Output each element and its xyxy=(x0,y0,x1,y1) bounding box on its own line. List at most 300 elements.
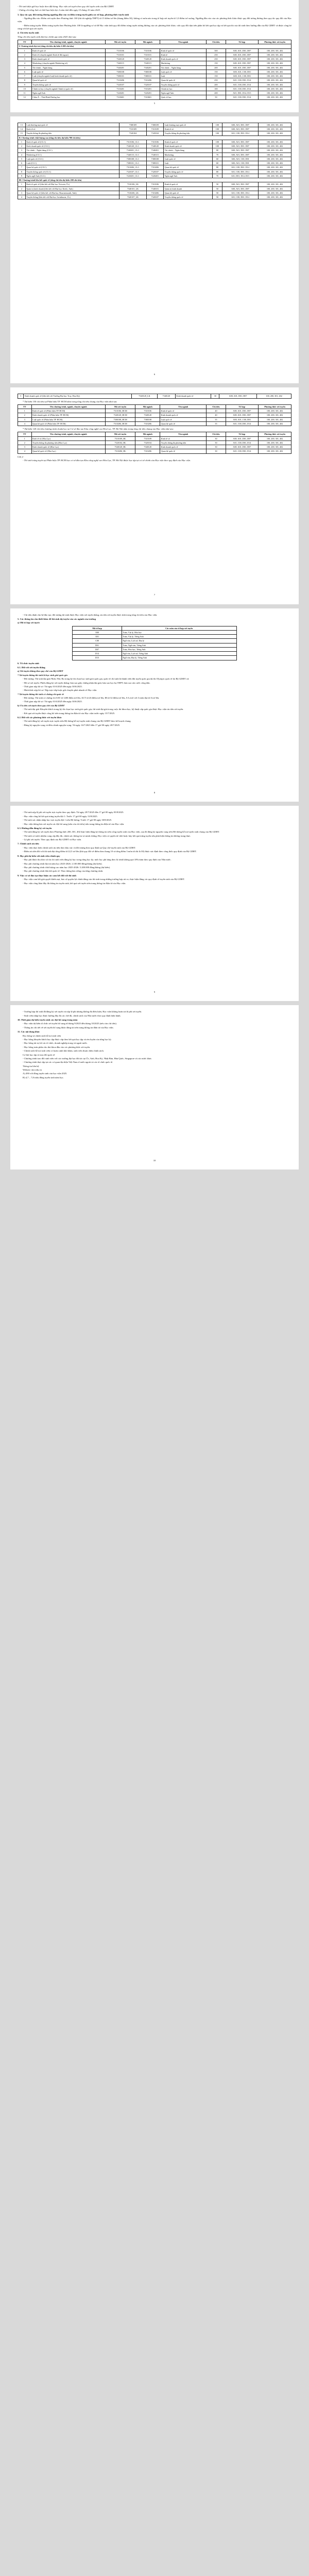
column-header: Chỉ tiêu xyxy=(207,432,226,436)
table-cell: 7310109_HL xyxy=(105,436,135,440)
column-header: Phương thức xét tuyển xyxy=(259,404,291,409)
table-cell: 50 xyxy=(213,187,222,191)
table-cell: Kinh tế số xyxy=(164,127,213,131)
table-row xyxy=(18,409,291,413)
paragraph: - Học bổng tài trợ từ các tổ chức, doanh nghiệp trong và ngoài nước. xyxy=(23,1042,88,1045)
table-header-row xyxy=(73,626,236,630)
paragraph: - Học viện công bố kết quả trúng tuyển đợt 1: Trước 17 giờ 00 ngày 13/8/2025. xyxy=(23,815,98,818)
table-cell: D07 xyxy=(73,647,122,651)
document-page-4 xyxy=(10,608,299,802)
table-cell: 7340120 xyxy=(157,394,175,398)
table-cell: 100, 200, 301, 402 xyxy=(259,445,291,449)
table-cell: Quan hệ quốc tế xyxy=(31,78,105,82)
column-header: Phương thức xét tuyển xyxy=(259,432,291,436)
intro-line: - Chứng chỉ tiếng Anh có thời hạn hiệu lực 2 năm tính đến ngày 15 tháng 10 năm 2025. xyxy=(18,9,100,12)
table-cell: 250 xyxy=(207,53,226,57)
table-cell: 100, 200, 301, 402 xyxy=(259,182,291,187)
table-cell: 2 xyxy=(18,413,32,417)
table-cell: 7310106 xyxy=(146,182,164,187)
table-cell: A01, C00, D01, D14 xyxy=(226,87,259,91)
table-cell: A01, C00, D01, D14 xyxy=(226,421,259,426)
table-cell: 7380101 xyxy=(146,161,164,165)
table-cell: 7340120_HL xyxy=(105,445,135,449)
table-cell: 100, 200, 301, 402 xyxy=(259,191,291,195)
table-cell: Truyền thông quốc tế xyxy=(160,82,207,87)
table-cell: A01, C00, D01, D14 xyxy=(222,170,258,174)
section-heading: 6.2. Đối với các phương thức xét tuyển khác xyxy=(18,716,62,719)
paragraph: * Xét tuyển thẳng thí sinh là học sinh giỏi quốc gia xyxy=(18,673,67,676)
table-cell: 100 xyxy=(213,131,222,135)
table-cell: 7310206 xyxy=(146,191,164,195)
table-cell: 100, 200, 301, 402 xyxy=(259,70,291,74)
table-cell: Kinh tế số (Hòa Lạc) xyxy=(31,436,105,440)
table-cell: Quan hệ quốc tế xyxy=(164,191,213,195)
table-cell: Tài chính – Ngân hàng xyxy=(164,148,213,152)
table-cell: A00, A01, D01, D07 xyxy=(226,53,259,57)
table-cell: Truyền thông đa phương tiện xyxy=(164,131,213,135)
table-cell: Luật quốc tế xyxy=(31,70,105,74)
table-cell: Truyền thông quốc tế xyxy=(164,170,213,174)
table-cell: 7340101_LK xyxy=(119,187,146,191)
document-page-1 xyxy=(10,0,299,112)
subject-combination-table xyxy=(72,626,236,660)
table-cell: 7340101 xyxy=(146,187,164,191)
table-row xyxy=(18,449,291,453)
table-cell: A01, C00, D01, D14 xyxy=(226,440,259,445)
table-cell: Kinh doanh quốc tế (CLC) xyxy=(25,144,119,148)
table-cell: Quan hệ quốc tế xyxy=(160,78,207,82)
section-heading: 3. Quy tắc quy đổi tương đương ngưỡng đầu vào và điểm trúng tuyển giữa các tổ hợp, phương thức tuyển sinh xyxy=(18,13,129,16)
table-cell: 5 xyxy=(18,157,26,161)
table-row xyxy=(18,95,291,99)
table-cell: Toán, Ngữ văn, Tiếng Anh xyxy=(122,643,236,647)
column-header: TT xyxy=(18,40,32,44)
table-cell: A01, C00, D01, D14 xyxy=(226,95,259,99)
table-cell: 7220201 xyxy=(135,91,160,95)
table-header-row xyxy=(18,40,291,44)
table-cell: A00, A01, D01, D07 xyxy=(226,436,259,440)
table-cell: Quan hệ quốc tế xyxy=(164,165,213,170)
table-cell: 7310206_HL xyxy=(105,449,135,453)
table-cell: 250 xyxy=(207,78,226,82)
column-header: Mã tổ hợp xyxy=(73,626,122,630)
column-header: Mã xét tuyển xyxy=(105,40,135,44)
paragraph: Tổng chỉ tiêu tuyển sinh đại học chính quy năm 2025 như sau: xyxy=(18,35,77,38)
table-cell: 1 xyxy=(18,409,32,413)
table-cell: Quan hệ quốc tế xyxy=(160,421,207,426)
table-cell: 7310101 xyxy=(135,53,160,57)
table-cell: 7320107 xyxy=(105,82,135,87)
document-page-2 xyxy=(10,116,299,384)
table-row xyxy=(18,57,291,61)
table-cell: 7380101 xyxy=(135,74,160,78)
paragraph: Thông tin liên hệ xyxy=(23,1064,39,1067)
table-cell: 35 xyxy=(207,417,226,421)
table-cell: 70 xyxy=(213,152,222,157)
table-row xyxy=(18,195,291,199)
quota-table-continued xyxy=(18,123,291,200)
table-cell: Toán, Hóa học, Tiếng Anh xyxy=(122,647,236,651)
table-cell: 7310106 xyxy=(135,48,160,53)
table-cell: Marketing (CLC) xyxy=(25,152,119,157)
page-number: 6 xyxy=(153,373,156,376)
paragraph: A) 490 với đồng tuyển sinh của học viện 2025. xyxy=(23,1072,67,1075)
group-label: II. Chương trình chất lượng cao (tổng chỉ tiêu dự kiến 700 chỉ tiêu) xyxy=(18,135,291,140)
table-cell: 2 xyxy=(18,187,26,191)
table-cell: 6 xyxy=(18,161,26,165)
table-cell: 60 xyxy=(213,161,222,165)
table-cell: Luật quốc tế xyxy=(160,417,207,421)
table-cell: 80 xyxy=(213,170,222,174)
table-cell: 150 xyxy=(207,61,226,65)
column-header: Tên chương trình, ngành, chuyên ngành xyxy=(31,40,105,44)
table-cell: 8 xyxy=(18,170,26,174)
table-cell: Kinh tế quốc tế xyxy=(31,48,105,53)
table-cell: 200 xyxy=(207,65,226,70)
table-cell: A01 xyxy=(73,635,122,639)
page-number: 9 xyxy=(153,991,156,993)
page-number: 10 xyxy=(153,1159,156,1162)
table-cell: Quan hệ quốc tế (CLC) xyxy=(25,165,119,170)
table-cell: A00, A01, D01, D07 xyxy=(222,148,258,152)
table-cell: Toán, Vật lý, Hóa học xyxy=(122,630,236,634)
table-cell: Ngữ văn, Địa lý, Tiếng Anh xyxy=(122,656,236,660)
table-header-row xyxy=(18,404,291,409)
paragraph: - Học viện thông báo xét tuyển các đợt bổ sung (nếu còn chỉ tiêu) trên trang thông tin điện tử của Học viện. xyxy=(23,822,125,825)
table-cell: A00, A01, D01, D07 xyxy=(222,152,258,157)
table-cell: A00, A01, D01, D07 xyxy=(222,127,258,131)
table-cell: 7320107 xyxy=(146,195,164,199)
table-cell: Quan hệ quốc tế xyxy=(160,449,207,453)
table-cell: Luật (CLC) xyxy=(25,161,119,165)
table-cell: 7340201 xyxy=(135,65,160,70)
table-cell: Quản trị kinh doanh (liên kết với Đại học Keele, Anh) xyxy=(25,187,119,191)
table-cell: Luật thương mại quốc tế xyxy=(25,123,119,127)
table-cell: Luật xyxy=(164,161,213,165)
table-cell: 7310206_HCM xyxy=(105,421,135,426)
paragraph: - Chương trình thực tập tại các cơ quan đại diện Việt Nam ở nước ngoài và các tổ chức quốc tế. xyxy=(23,1061,113,1064)
table-cell: 7380101_CLC xyxy=(119,161,146,165)
table-cell: Truyền thông quốc tế xyxy=(164,195,213,199)
table-cell: 70 xyxy=(213,174,222,178)
table-cell: A00, A01, D01, D07 xyxy=(226,413,259,417)
table-cell: 100, 200, 301, 402 xyxy=(259,161,291,165)
group-label: I. Chương trình đại trà (tổng chỉ tiêu dự kiến 2.200 chỉ tiêu) xyxy=(18,44,291,48)
table-cell: 150 xyxy=(207,74,226,78)
table-cell: 7320104 xyxy=(119,131,146,135)
table-cell: 7310106 xyxy=(105,48,135,53)
table-cell: A00, A01, D01, D07 xyxy=(226,48,259,53)
table-cell: 14 xyxy=(18,127,26,131)
paragraph: - Chính sách hỗ trợ sinh viên có hoàn cảnh khó khăn, sinh viên thuộc diện chính sách. xyxy=(23,1049,104,1053)
page-number: 5 xyxy=(153,101,156,105)
table-cell: Kinh doanh quốc tế xyxy=(160,413,207,417)
column-header: TT xyxy=(18,432,32,436)
table-cell: 100, 200, 301, 402 xyxy=(259,65,291,70)
column-header: Chỉ tiêu xyxy=(207,404,226,409)
table-cell: Kinh tế quốc tế (Phân hiệu TP. HCM) xyxy=(31,409,105,413)
table-cell: A00, A01, D01, D07 xyxy=(222,140,258,144)
table-row xyxy=(18,65,291,70)
table-row xyxy=(18,445,291,449)
table-cell: A01, C00, D01, D14 xyxy=(222,191,258,195)
table-cell: 30 xyxy=(207,440,226,445)
table-cell: A01, C00, D01, D14 xyxy=(222,195,258,199)
page-blank-area xyxy=(18,463,291,591)
table-cell: Marketing xyxy=(160,61,207,65)
table-cell: Marketing xyxy=(164,152,213,157)
table-cell: Kinh doanh quốc tế xyxy=(160,57,207,61)
document-page-5 xyxy=(10,806,299,1001)
paragraph: - Điểm trúng tuyển: Điểm trúng tuyển theo Phương thức 100 là ngưỡng cơ sở để Học viện tính quy đổi điểm trúng tuyển tương đương của các phương thức khác; việc quy đổi dựa trên phân bố kết quả học tập và kết quả thi của thí sinh theo hướng dẫn của Bộ GDĐT và được công bố cùng với kết quả xét tuyển. xyxy=(18,24,291,30)
hcm-branch-table xyxy=(18,404,291,426)
table-cell: 9 xyxy=(18,82,32,87)
table-cell: 4 xyxy=(18,61,32,65)
table-cell: Luật quốc tế (CLC) xyxy=(25,157,119,161)
paragraph: - Học viện dự kiến tổ chức xét tuyển bổ sung từ tháng 9/2025 đến tháng 10/2025 (nếu còn chỉ tiêu). xyxy=(23,1022,117,1025)
intro-line: - Thí sinh diện gửi học hoặc theo đặt hàng: Học viện xét tuyển theo quy chế tuyển sinh của Bộ GDĐT. xyxy=(18,5,114,8)
paragraph: - Học phí được thu theo số tín chỉ sinh viên đăng ký học trong từng học kỳ; mức học phí tăng theo lộ trình không quá 10%/năm theo quy định của Nhà nước. xyxy=(23,858,171,861)
column-header: Phương thức xét tuyển xyxy=(259,40,291,44)
paragraph: - Đăng ký nguyện vọng và điều chỉnh nguyện vọng: Từ ngày 16/7/2025 đến 17 giờ 00 ngày 28/7/2025. xyxy=(23,723,121,726)
table-cell: 2 xyxy=(18,440,32,445)
column-header: Mã xét tuyển xyxy=(105,432,135,436)
table-cell: 100, 200, 301, 402 xyxy=(259,174,291,178)
table-cell: A01, C00, D01, D14 xyxy=(226,449,259,453)
table-group-row xyxy=(18,178,291,182)
table-cell: A00, A01, C00, D01 xyxy=(226,74,259,78)
table-cell: Kinh tế số xyxy=(160,436,207,440)
paragraph: - Hình thức nộp hồ sơ: Nộp trực tiếp hoặc gửi chuyển phát nhanh về Học viện. xyxy=(23,689,97,692)
table-cell: A01, C00, D01, D14 xyxy=(222,131,258,135)
table-cell: A00, A01, D01, D07 xyxy=(222,182,258,187)
table-cell: 4 xyxy=(18,152,26,157)
table-cell: A01, C00, D01, D14 xyxy=(226,82,259,87)
table-group-row xyxy=(18,44,291,48)
table-cell: Tài chính – Ngân hàng xyxy=(31,65,105,70)
table-cell: 7340201_CLC xyxy=(119,148,146,152)
table-row xyxy=(18,440,291,445)
table-cell: 7380108 xyxy=(135,417,160,421)
page-blank-area xyxy=(18,201,291,371)
table-cell: 100, 200, 301, 402 xyxy=(259,413,291,417)
paragraph: - Học phí chương trình liên kết quốc tế: Theo thông báo riêng của từng chương trình. xyxy=(23,870,104,873)
table-cell: 7310206 xyxy=(135,421,160,426)
section-heading: 11. Các nội dung khác xyxy=(18,1030,40,1033)
section-heading: 6. Tổ chức tuyển sinh xyxy=(18,662,39,665)
table-cell: 7340120 xyxy=(135,445,160,449)
section-heading: 8. Học phí dự kiến với sinh viên chính quy xyxy=(18,854,60,857)
table-row xyxy=(73,630,236,634)
table-cell: A00, A01, D01, D07 xyxy=(226,409,259,413)
paragraph: - Trường hợp thí sinh đã đăng ký xét tuyển và nộp lệ phí nhưng không đủ điều kiện, Học viện không hoàn trả lệ phí xét tuyển. xyxy=(23,1010,142,1013)
table-cell: Kinh doanh quốc tế (liên kết với Trường Đại học Troy, Hoa Kỳ) xyxy=(24,394,132,398)
table-cell: A00, A01, C00, D01 xyxy=(222,161,258,165)
paragraph: - Thí sinh có trách nhiệm cung cấp đầy đủ, chính xác thông tin và minh chứng; Học viện có quyền từ chối hoặc hủy kết quả trúng tuyển nếu phát hiện thông tin không trung thực. xyxy=(23,834,191,837)
table-cell: 300 xyxy=(207,48,226,53)
table-cell: 7340115_CLC xyxy=(119,152,146,157)
table-cell: 100, 200, 301, 402 xyxy=(259,48,291,53)
table-row xyxy=(18,70,291,74)
table-row xyxy=(18,82,291,87)
column-header: Tên chương trình, ngành, chuyên ngành xyxy=(31,404,105,409)
table-cell: 7320107_LK xyxy=(119,195,146,199)
table-cell: 7380109 xyxy=(146,123,164,127)
table-cell: Kinh doanh quốc tế xyxy=(164,144,213,148)
table-cell: 7310109 xyxy=(146,127,164,131)
table-cell: A01, C00, D01, D14 xyxy=(226,78,259,82)
table-cell: 80 xyxy=(213,165,222,170)
table-cell: Truyền thông (liên kết với Đại học Swinburne, Úc) xyxy=(25,195,119,199)
table-cell: 7310601 xyxy=(105,95,135,99)
table-cell: 50 xyxy=(213,191,222,195)
table-cell: 7310101 xyxy=(105,53,135,57)
table-cell: A00, A01, C00, D01 xyxy=(222,157,258,161)
table-cell: 7310106_CLC xyxy=(119,140,146,144)
table-cell: Tài chính – Ngân hàng (CLC) xyxy=(25,148,119,152)
paragraph: - Sinh viên nhập học được hưởng đầy đủ các chế độ, chính sách của Nhà nước theo quy định hiện hành. xyxy=(23,1014,121,1017)
table-cell: Luật quốc tế xyxy=(160,70,207,74)
table-cell: 7340120 xyxy=(135,413,160,417)
table-row xyxy=(18,161,291,165)
table-cell: 100, 200, 301, 402 xyxy=(259,144,291,148)
table-cell: 7310109 xyxy=(119,127,146,131)
column-header: Tổ hợp xyxy=(226,40,259,44)
table-cell: 100, 200, 301, 402 xyxy=(259,157,291,161)
table-cell: 100, 200, 301, 402 xyxy=(259,87,291,91)
section-heading: 6.1. Đối với xét tuyển thẳng xyxy=(18,666,45,669)
table-cell: 100, 200, 301, 402 xyxy=(259,417,291,421)
table-row xyxy=(18,131,291,135)
table-cell: 7340120 xyxy=(146,144,164,148)
table-cell: 11 xyxy=(18,91,32,95)
table-cell: 3 xyxy=(18,417,32,421)
table-cell: 7310201 xyxy=(135,87,160,91)
table-cell: 5 xyxy=(18,65,32,70)
table-cell: Kinh tế quốc tế xyxy=(160,48,207,53)
table-cell: 7340120_CLC xyxy=(119,144,146,148)
table-cell: 40 xyxy=(207,409,226,413)
table-cell: 7 xyxy=(18,74,32,78)
section-heading: 10. Thời gian dự kiến tuyển sinh các đợt bổ sung trong năm xyxy=(18,1018,78,1021)
paragraph: - Đối tượng: Thí sinh có chứng chỉ SAT từ 1200 điểm trở lên, ACT từ 26 điểm trở lên, IB từ 32 điểm trở lên, A-Level với 3 môn đạt từ A trở lên. xyxy=(23,697,160,700)
document-page-6 xyxy=(10,1005,299,1170)
table-cell: Kinh tế quốc tế xyxy=(164,140,213,144)
table-cell: A00, A01, D01, D07 xyxy=(222,144,258,148)
table-cell: 60 xyxy=(213,157,222,161)
paragraph: - Thí sinh xác nhận nhập học trực tuyến đợt 1 trên Hệ thống: Trước 17 giờ 00 ngày 30/8/2025. xyxy=(23,819,112,822)
table-cell: 7340120_LK xyxy=(132,394,158,398)
table-cell: 100, 200, 301, 402 xyxy=(259,436,291,440)
table-cell: 7320107 xyxy=(146,170,164,174)
paragraph: - Học viện công khai đầy đủ thông tin tuyển sinh, kết quả xét tuyển trên trang thông tin điện tử của Học viện. xyxy=(23,882,126,885)
table-row xyxy=(18,174,291,178)
table-cell: A01, D01, D14, D15 xyxy=(222,174,258,178)
section-body xyxy=(18,811,291,885)
paragraph: - Thí sinh đăng ký xét tuyển trực tuyến trên Hệ thống hỗ trợ tuyển sinh chung của Bộ GDĐT theo kế hoạch chung. xyxy=(23,720,131,723)
table-cell: 4 xyxy=(18,195,26,199)
table-cell: Luật xyxy=(160,74,207,78)
table-cell: 100, 200, 301, 402 xyxy=(259,449,291,453)
section-body xyxy=(18,666,291,727)
page-number: 8 xyxy=(153,791,156,794)
table-cell: 30 xyxy=(207,436,226,440)
paragraph: - Học phí chương trình đại trà năm học 2025-2026: 2.100.000 đồng/tháng (dự kiến). xyxy=(23,862,102,865)
paragraph: - Lệ phí xét tuyển: Theo quy định của Bộ GDĐT và Học viện. xyxy=(23,838,82,841)
table-cell: 100 xyxy=(207,87,226,91)
table-cell: 4 xyxy=(18,449,32,453)
table-cell: 100, 200, 301, 402 xyxy=(259,74,291,78)
table-cell: A01, C00, D01, D14 xyxy=(222,165,258,170)
table-cell: 100 xyxy=(213,140,222,144)
table-cell: 100, 200, 301, 402 xyxy=(259,152,291,157)
note-paragraph: * Dự kiến 150 chỉ tiêu tại Phân hiệu TP. HCM nằm trong tổng chỉ tiêu chung của Học viện như sau: xyxy=(23,400,117,403)
table-cell: 7310601 xyxy=(135,95,160,99)
table-row xyxy=(18,148,291,152)
table-cell: 3 xyxy=(18,445,32,449)
table-cell: Kinh doanh quốc tế (Phân hiệu TP. HCM) xyxy=(31,413,105,417)
table-cell: Truyền thông quốc tế (CLC) xyxy=(25,170,119,174)
table-cell: Tài chính – Ngân hàng xyxy=(160,65,207,70)
table-cell: 7310206_LK xyxy=(119,191,146,195)
note-paragraph: - Thí sinh trúng tuyển tại Phân hiệu TP. HCM học cơ sở đào tạo Khu công nghệ cao Hòa Lạc, TP. Hà Nội được học tập tại cơ sở chính của Học viện theo quy định của Học viện. xyxy=(23,459,191,462)
table-cell: 100, 200, 301, 402 xyxy=(259,127,291,131)
note-paragraph: * Dự kiến 120 chỉ tiêu chương trình chuẩn học tại Cơ sở đào tạo Khu công nghệ cao Hòa Lạc, TP. Hà Nội nằm trong tổng chỉ tiêu chung của Học viện như sau: xyxy=(23,428,174,431)
table-cell: 2 xyxy=(18,53,32,57)
table-cell: 4 xyxy=(18,421,32,426)
paragraph: - Học viện cam kết giải quyết khiếu nại, bảo vệ quyền lợi chính đáng của thí sinh trong những trường hợp rủi ro; thực hiện đúng các quy định về tuyển sinh của Bộ GDĐT. xyxy=(23,878,185,881)
table-cell: 35 xyxy=(207,421,226,426)
table-row xyxy=(73,652,236,656)
table-cell: Toán, Vật lý, Tiếng Anh xyxy=(122,635,236,639)
table-row xyxy=(18,53,291,57)
table-cell: 9 xyxy=(18,174,26,178)
section-heading: 6.3. Hướng dẫn đăng ký xét tuyển xyxy=(18,826,52,829)
hoa-lac-table xyxy=(18,432,291,453)
table-cell: 7380108_CLC xyxy=(119,157,146,161)
table-cell: Ngôn ngữ Anh xyxy=(164,174,213,178)
paragraph: - Kết quả xét tuyển được công bố trên trang thông tin điện tử của Học viện trước ngày 15/7/2025. xyxy=(23,711,115,715)
table-cell: 7380101 xyxy=(105,74,135,78)
table-row xyxy=(18,170,291,174)
paragraph: - Học bổng khuyến khích học tập được cấp theo kết quả học tập và rèn luyện của từng học kỳ. xyxy=(23,1038,112,1041)
table-cell: 100, 200, 301, 402 xyxy=(259,440,291,445)
table-cell: 7340120 xyxy=(135,57,160,61)
table-row xyxy=(73,647,236,651)
table-cell: 15 xyxy=(18,131,26,135)
table-cell: 150 xyxy=(207,70,226,74)
table-row xyxy=(18,191,291,195)
section-heading: 7. Chính sách ưu tiên xyxy=(18,842,39,845)
table-cell: 50 xyxy=(207,95,226,99)
column-header: Mã ngành xyxy=(135,404,160,409)
table-cell: 100, 200, 301, 402 xyxy=(259,409,291,413)
table-cell: 7320107_CLC xyxy=(119,170,146,174)
table-cell: A00, A01, D01, D07 xyxy=(226,61,259,65)
table-cell: 1 xyxy=(18,48,32,53)
table-cell: 7310206 xyxy=(105,78,135,82)
table-cell: 7310206_CLC xyxy=(119,165,146,170)
table-cell: Kinh tế xyxy=(160,53,207,57)
table-cell: 100, 200, 301, 402 xyxy=(259,82,291,87)
table-cell: 100 xyxy=(213,127,222,131)
table-cell: 7 xyxy=(18,165,26,170)
table-cell: 100 xyxy=(213,144,222,148)
column-header: Tổ hợp xyxy=(226,404,259,409)
table-cell: 7310109 xyxy=(135,436,160,440)
column-header: Tên ngành xyxy=(160,40,207,44)
paragraph: - Thí sinh đăng ký xét tuyển theo Phương thức 200, 301, 402 thực hiện đăng ký thông tin trên cổng tuyển sinh của Học viện, sau đó đăng ký nguyện vọng trên Hệ thống hỗ trợ tuyển sinh chung của Bộ GDĐT. xyxy=(23,831,220,834)
